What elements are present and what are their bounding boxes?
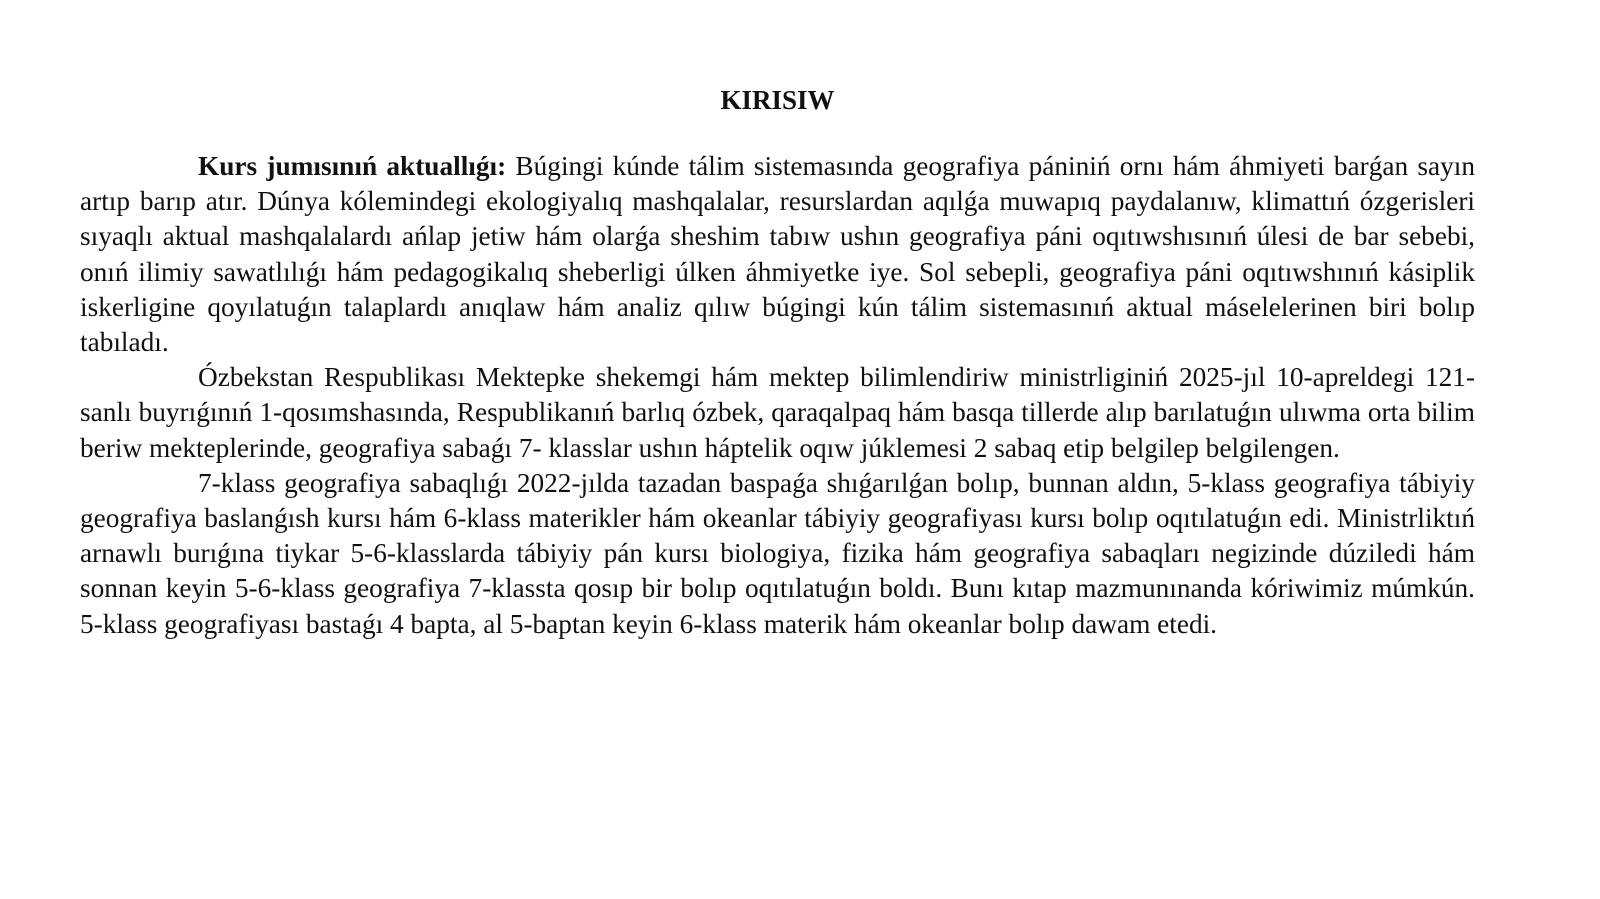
paragraph-ministry-order bbox=[80, 360, 1475, 466]
paragraph-textbook bbox=[80, 466, 1475, 642]
document-page bbox=[80, 82, 1475, 642]
paragraph-lead-label: Kurs jumısınıń aktuallıǵı: bbox=[198, 151, 507, 181]
paragraph-text: Búgingi kúnde tálim sistemasında geografiya pániniń ornı hám áhmiyeti barǵan sayın artıp barıp atır. Dúnya kólemindegi ekologiyalıq mashqalalar, resurslardan aqılǵa muwapıq paydalanıw, klimattıń ózgerisleri sıyaqlı aktual mashqalalardı ańlap jetiw hám olarǵa sheshim tabıw ushın geografiya páni oqıtıwshısınıń úlesi de bar sebebi, onıń ilimiy sawatlılıǵı hám pedagogikalıq sheberligi úlken áhmiyetke iye. Sol sebepli, geografiya páni oqıtıwshınıń kásiplik iskerligine qoyılatuǵın talaplardı anıqlaw hám analiz qılıw búgingi kún tálim sistemasınıń aktual máselelerinen biri bolıp tabıladı. bbox=[80, 151, 1476, 358]
document-title: KIRISIW bbox=[720, 85, 835, 115]
paragraph-text: 7-klass geografiya sabaqlıǵı 2022-jılda tazadan baspaǵa shıǵarılǵan bolıp, bunnan aldın, 5-klass geografiya tábiyiy geografiya baslanǵısh kursı hám 6-klass materikler hám okeanlar tábiyiy geografiyası kursı bolıp oqıtılatuǵın edi. Ministrliktıń arnawlı burıǵına tiykar 5-6-klasslarda tábiyiy pán kursı biologiya, fizika hám geografiya sabaqları negizinde dúziledi hám sonnan keyin 5-6-klass geografiya 7-klassta qosıp bir bolıp oqıtılatuǵın boldı. Bunı kıtap mazmunınanda kóriwimiz múmkún. 5-klass geografiyası bastaǵı 4 bapta, al 5-baptan keyin 6-klass materik hám okeanlar bolıp dawam etedi. bbox=[80, 467, 1475, 639]
paragraph-text: Ózbekstan Respublikası Mektepke shekemgi hám mektep bilimlendiriw ministrliginiń 2025-jıl 10-apreldegi 121-sanlı buyrıǵınıń 1-qosımshasında, Respublikanıń barlıq ózbek, qaraqalpaq hám basqa tillerde alıp barılatuǵın ulıwma orta bilim beriw mekteplerinde, geografiya sabaǵı 7- klasslar ushın háptelik oqıw júklemesi 2 sabaq etip belgilep belgilengen. bbox=[80, 362, 1475, 463]
paragraph-relevance bbox=[80, 149, 1475, 360]
